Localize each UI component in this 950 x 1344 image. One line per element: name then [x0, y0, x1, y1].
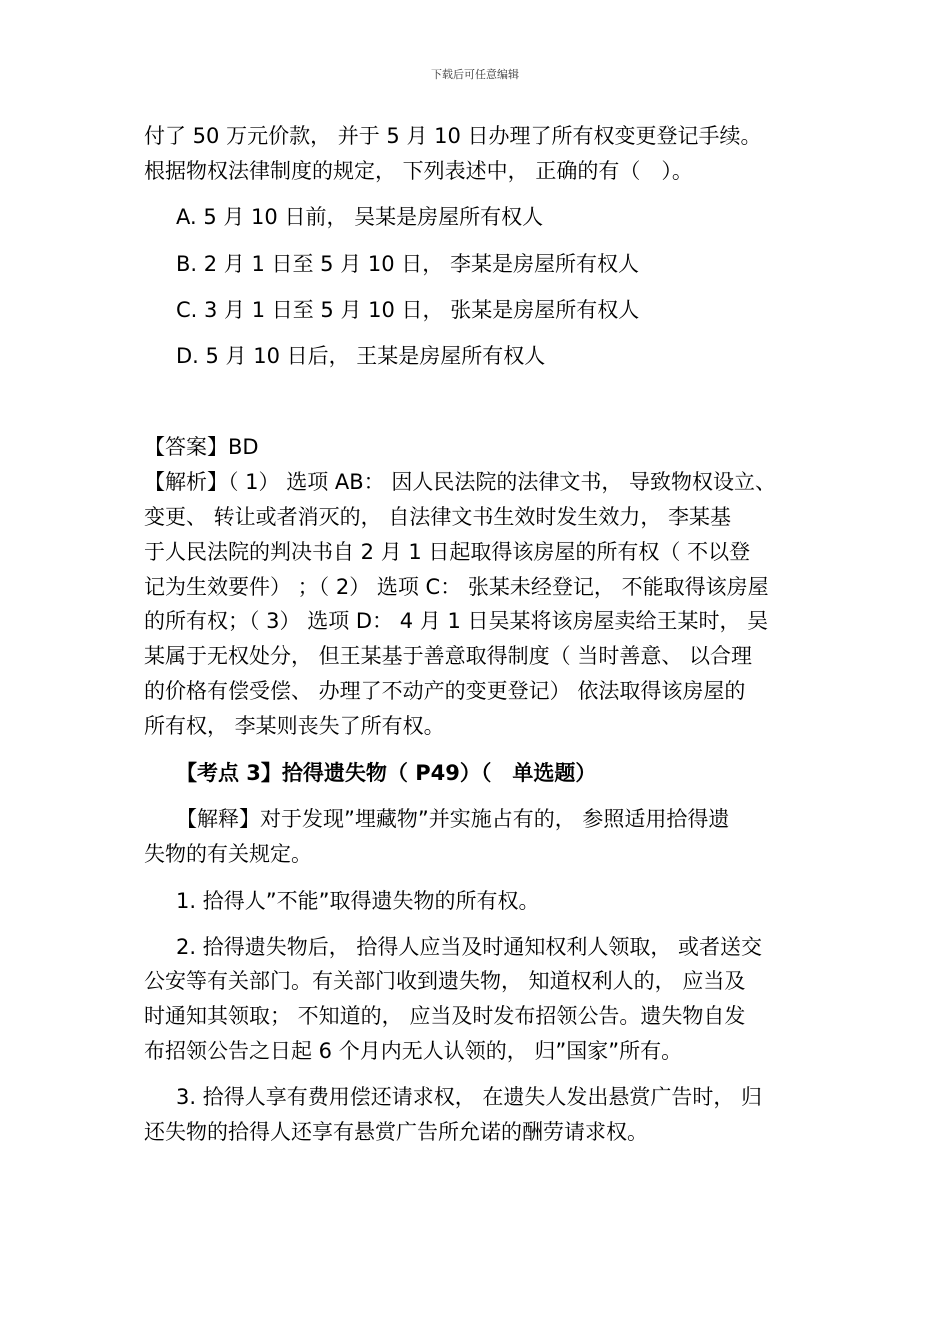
point-3-line: 还失物的拾得人还享有悬赏广告所允诺的酬劳请求权。 — [144, 1120, 648, 1144]
option-d: D. 5 月 10 日后， 王某是房屋所有权人 — [176, 344, 546, 368]
question-line: 根据物权法律制度的规定， 下列表述中， 正确的有（ ）。 — [144, 159, 693, 183]
answer-label: 【答案】BD — [144, 435, 259, 459]
analysis-line: 于人民法院的判决书自 2 月 1 日起取得该房屋的所有权（ 不以登 — [144, 540, 751, 564]
section-heading: 【考点 3】拾得遗失物（ P49）（ 单选题） — [176, 761, 597, 785]
explain-line: 【解释】对于发现”埋藏物”并实施占有的， 参照适用拾得遗 — [176, 807, 730, 831]
explain-line: 失物的有关规定。 — [144, 842, 312, 866]
analysis-line: 所有权， 李某则丧失了所有权。 — [144, 714, 445, 738]
point-1-line: 1. 拾得人”不能”取得遗失物的所有权。 — [176, 889, 540, 913]
analysis-line: 变更、 转让或者消灭的， 自法律文书生效时发生效力， 李某基 — [144, 505, 732, 529]
point-3-line: 3. 拾得人享有费用偿还请求权， 在遗失人发出悬赏广告时， 归 — [176, 1085, 763, 1109]
analysis-line: 的价格有偿受偿、 办理了不动产的变更登记） 依法取得该房屋的 — [144, 679, 746, 703]
option-c: C. 3 月 1 日至 5 月 10 日， 张某是房屋所有权人 — [176, 298, 640, 322]
analysis-line: 记为生效要件） ；（ 2） 选项 C： 张某未经登记， 不能取得该房屋 — [144, 575, 769, 599]
point-2-line: 布招领公告之日起 6 个月内无人认领的， 归”国家”所有。 — [144, 1039, 683, 1063]
analysis-line: 【解析】（ 1） 选项 AB： 因人民法院的法律文书， 导致物权设立、 — [144, 470, 777, 494]
point-2-line: 公安等有关部门。有关部门收到遗失物， 知道权利人的， 应当及 — [144, 969, 746, 993]
option-b: B. 2 月 1 日至 5 月 10 日， 李某是房屋所有权人 — [176, 252, 639, 276]
point-2-line: 2. 拾得遗失物后， 拾得人应当及时通知权利人领取， 或者送交 — [176, 935, 763, 959]
question-line: 付了 50 万元价款， 并于 5 月 10 日办理了所有权变更登记手续。 — [144, 124, 762, 148]
option-a: A. 5 月 10 日前， 吴某是房屋所有权人 — [176, 205, 544, 229]
page-header: 下载后可任意编辑 — [431, 68, 519, 81]
point-2-line: 时通知其领取； 不知道的， 应当及时发布招领公告。遗失物自发 — [144, 1004, 746, 1028]
analysis-line: 的所有权；（ 3） 选项 D： 4 月 1 日吴某将该房屋卖给王某时， 吴 — [144, 609, 769, 633]
analysis-line: 某属于无权处分， 但王某基于善意取得制度（ 当时善意、 以合理 — [144, 644, 753, 668]
